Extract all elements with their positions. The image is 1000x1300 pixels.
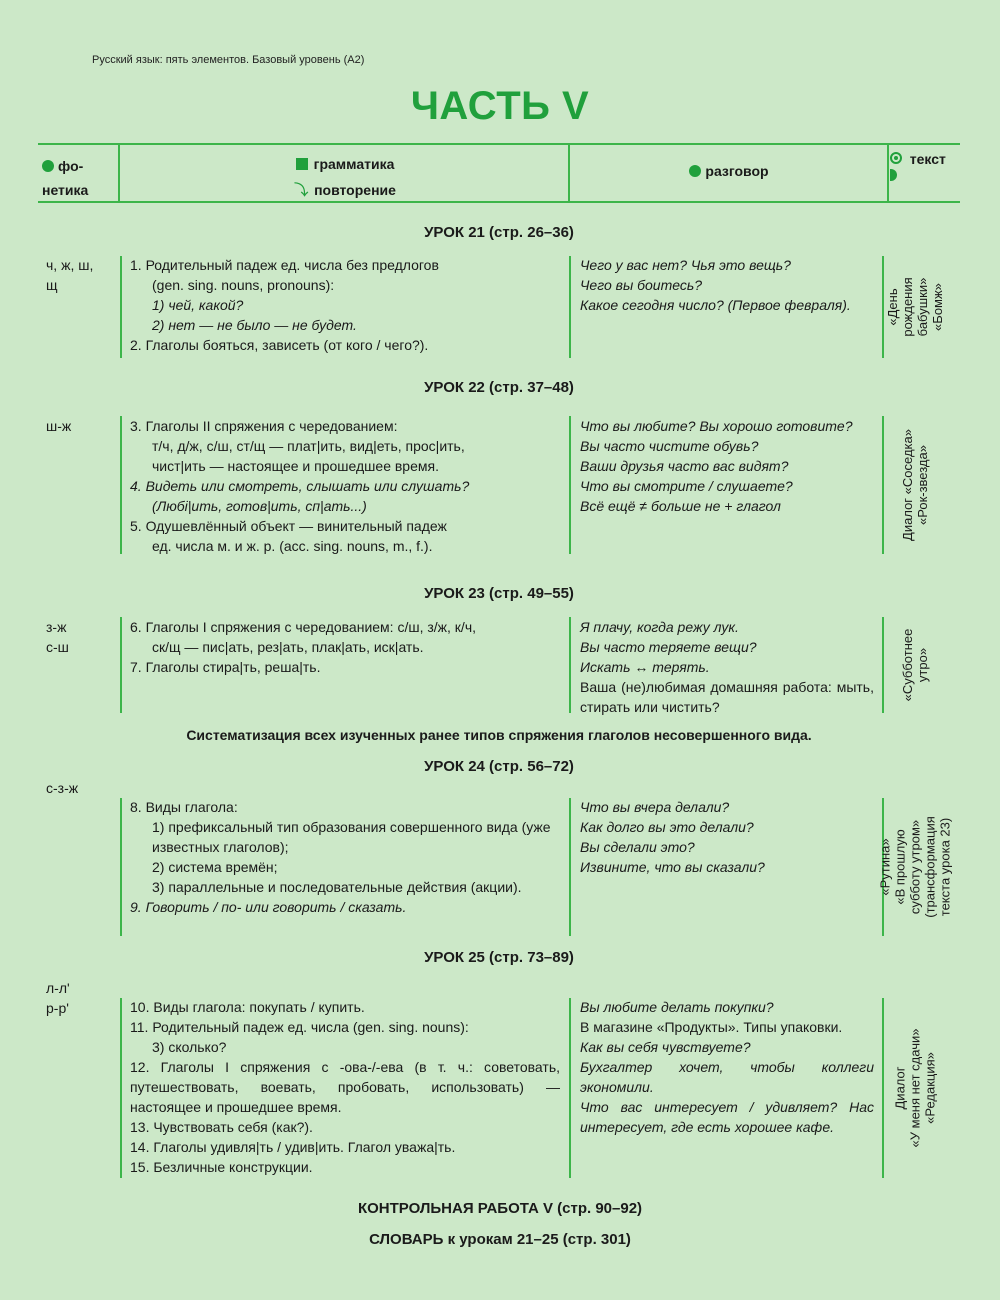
- lesson-title: УРОК 25 (стр. 73–89): [424, 949, 574, 966]
- test-line: КОНТРОЛЬНАЯ РАБОТА V (стр. 90–92): [357, 1200, 643, 1217]
- column-divider: [120, 998, 122, 1178]
- grammar-cell: 8. Виды глагола: 1) префиксальный тип образования совершенного вида (уже известных глаголов); 2) система времён; 3) параллельные и последовательные действия (акции). 9. Говорить / по- или говорить / сказать.: [130, 799, 551, 915]
- header-tekst: текст: [890, 145, 960, 201]
- column-divider: [569, 256, 571, 358]
- grammar-icon: [296, 158, 308, 170]
- text-ring-icon: [890, 152, 902, 164]
- text-cell: «Рутина» «В прошлую субботу утром» (трансформация текста урока 23): [877, 816, 953, 918]
- column-divider: [120, 256, 122, 358]
- header-razgovor: разговор: [571, 145, 887, 201]
- phonetics-cell: с-з-ж: [46, 780, 79, 796]
- grammar-cell: 6. Глаголы I спряжения с чередованием: с/ш, з/ж, к/ч, ск/щ — пис|ать, рез|ать, плак|ать, иск|ать. 7. Глаголы стира|ть, реша|ть.: [130, 619, 477, 675]
- header-fonetika: фо- нетика: [42, 158, 89, 198]
- grammar-cell: 10. Виды глагола: покупать / купить. 11. Родительный падеж ед. числа (gen. sing. nouns): 3) сколько? 12. Глаголы I спряжения с -ова-/-ева (в т. ч.: советовать, путешествовать, воевать, пробовать, использовать) — настоящее и прошедшее время. 13. Чувствовать себя (как?). 14. Глаголы удивля|ть / удив|ить. Глагол уважа|ть. 15. Безличные конструкции.: [130, 999, 560, 1175]
- grammar-cell: 1. Родительный падеж ед. числа без предлогов (gen. sing. nouns, pronouns): 1) чей, какой? 2) нет — не было — не будет. 2. Глаголы бояться, зависеть (от кого / чего?).: [130, 257, 439, 353]
- column-divider: [569, 416, 571, 554]
- lesson-title: УРОК 21 (стр. 26–36): [424, 224, 574, 241]
- lesson-title: УРОК 23 (стр. 49–55): [424, 585, 574, 602]
- conversation-icon: [689, 165, 701, 177]
- header-divider: [568, 145, 570, 201]
- header-divider: [118, 145, 120, 201]
- column-divider: [120, 617, 122, 713]
- conversation-cell: Чего у вас нет? Чья это вещь? Чего вы боитесь? Какое сегодня число? (Первое февраля).: [580, 257, 851, 313]
- header-divider: [887, 145, 889, 201]
- column-divider: [569, 617, 571, 713]
- conversation-cell: Что вы вчера делали? Как долго вы это делали? Вы сделали это? Извините, что вы сказали?: [580, 799, 765, 875]
- phonetics-icon: [42, 160, 54, 172]
- part-title: ЧАСТЬ V: [410, 84, 590, 128]
- systematization-note: Систематизация всех изученных ранее типов спряжения глаголов несовершенного вида.: [186, 727, 812, 743]
- lesson-title: УРОК 22 (стр. 37–48): [424, 379, 574, 396]
- header-grammatika: грамматика ⤵ повторение: [122, 145, 568, 201]
- conversation-cell: Вы любите делать покупки? В магазине «Продукты». Типы упаковки. Как вы себя чувствуете? Бухгалтер хочет, чтобы коллеги экономили. Что вас интересует / удивляет? Нас интересует, где есть хорошее кафе.: [580, 999, 874, 1135]
- phonetics-cell: л-л' р-р': [46, 980, 70, 1016]
- column-divider: [120, 798, 122, 936]
- text-cell: «Субботнее утро»: [900, 628, 930, 702]
- phonetics-cell: ш-ж: [46, 418, 72, 434]
- text-half-icon: [890, 169, 897, 181]
- text-cell: Диалог «Соседка» «Рок-звезда»: [900, 429, 930, 541]
- table-header: [38, 143, 960, 203]
- conversation-cell: Я плачу, когда режу лук. Вы часто теряете вещи? Искать ↔ терять. Ваша (не)любимая домашняя работа: мыть, стирать или чистить?: [580, 619, 874, 715]
- column-divider: [120, 416, 122, 554]
- grammar-cell: 3. Глаголы II спряжения с чередованием: т/ч, д/ж, с/ш, ст/щ — плат|ить, вид|еть, прос|ить, чист|ить — настоящее и прошедшее время. 4. Видеть или смотреть, слышать или слушать? (Любі|ить, готов|ить, сп|ать...) 5. Одушевлённый объект — винительный падеж ед. числа м. и ж. р. (acc. sing. nouns, m., f.).: [130, 418, 470, 554]
- running-head: Русский язык: пять элементов. Базовый уровень (А2): [92, 54, 365, 66]
- phonetics-cell: ч, ж, ш, щ: [46, 257, 94, 293]
- dictionary-line: СЛОВАРЬ к урокам 21–25 (стр. 301): [369, 1231, 631, 1248]
- conversation-cell: Что вы любите? Вы хорошо готовите? Вы часто чистите обувь? Ваши друзья часто вас видят? Что вы смотрите / слушаете? Всё ещё ≠ больше не + глагол: [580, 418, 853, 514]
- column-divider: [569, 798, 571, 936]
- text-cell: «День рождения бабушки» «Бомж»: [885, 277, 945, 337]
- phonetics-cell: з-ж с-ш: [46, 619, 69, 655]
- text-cell: Диалог «У меня нет сдачи» «Редакция»: [892, 1028, 938, 1148]
- repeat-arrow-icon: ⤵: [294, 182, 309, 198]
- lesson-title: УРОК 24 (стр. 56–72): [424, 758, 574, 775]
- column-divider: [569, 998, 571, 1178]
